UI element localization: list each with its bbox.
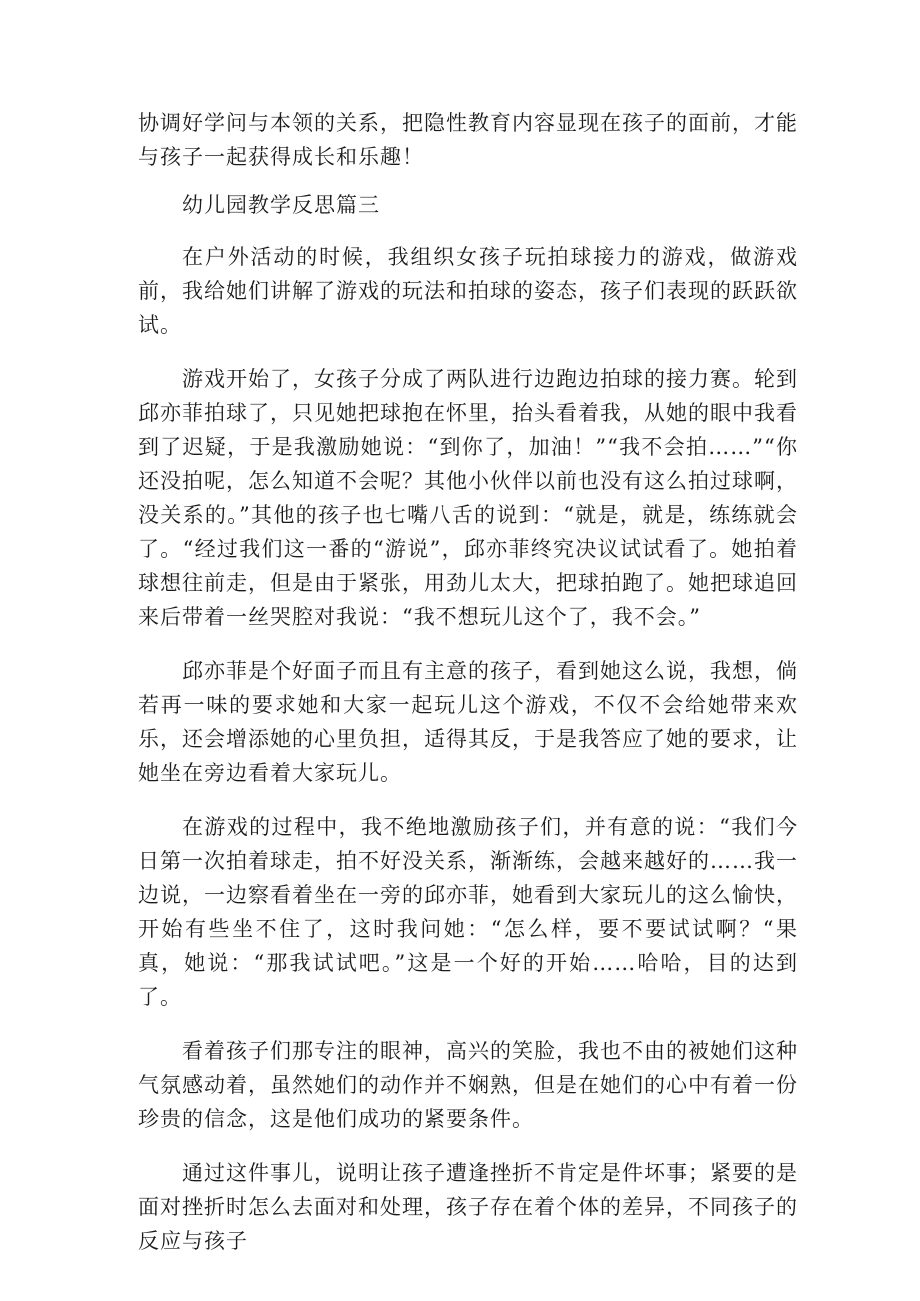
document-body [138,106,798,1258]
paragraph: 在户外活动的时候，我组织女孩子玩拍球接力的游戏，做游戏前，我给她们讲解了游戏的玩法和拍球的姿态，孩子们表现的跃跃欲试。 [138,245,798,337]
section-heading: 幼儿园教学反思篇三 [182,193,380,217]
paragraph: 通过这件事儿，说明让孩子遭逢挫折不肯定是件坏事；紧要的是面对挫折时怎么去面对和处理，孩子存在着个体的差异，不同孩子的反应与孩子 [138,1161,798,1253]
paragraph: 看着孩子们那专注的眼神，高兴的笑脸，我也不由的被她们这种气氛感动着，虽然她们的动作并不娴熟，但是在她们的心中有着一份珍贵的信念，这是他们成功的紧要条件。 [138,1039,798,1131]
paragraph: 游戏开始了，女孩子分成了两队进行边跑边拍球的接力赛。轮到邱亦菲拍球了，只见她把球抱在怀里，抬头看着我，从她的眼中我看到了迟疑，于是我激励她说：“到你了，加油！”“我不会拍……”“你还没拍呢，怎么知道不会呢？其他小伙伴以前也没有这么拍过球啊，没关系的。”其他的孩子也七嘴八舌的说到：“就是，就是，练练就会了。“经过我们这一番的“游说”，邱亦菲终究决议试试看了。她拍着球想往前走，但是由于紧张，用劲儿太大，把球拍跑了。她把球追回来后带着一丝哭腔对我说：“我不想玩儿这个了，我不会。” [138,367,798,629]
paragraph: 邱亦菲是个好面子而且有主意的孩子，看到她这么说，我想，倘若再一味的要求她和大家一起玩儿这个游戏，不仅不会给她带来欢乐，还会增添她的心里负担，适得其反，于是我答应了她的要求，让她坐在旁边看着大家玩儿。 [138,659,798,785]
paragraph: 在游戏的过程中，我不绝地激励孩子们，并有意的说：“我们今日第一次拍着球走，拍不好没关系，渐渐练，会越来越好的……我一边说，一边察看着坐在一旁的邱亦菲，她看到大家玩儿的这么愉快，开始有些坐不住了，这时我问她：“怎么样，要不要试试啊？“果真，她说：“那我试试吧。”这是一个好的开始……哈哈，目的达到了。 [138,815,798,1009]
paragraph-continuation: 协调好学问与本领的关系，把隐性教育内容显现在孩子的面前，才能与孩子一起获得成长和乐趣！ [138,111,798,169]
